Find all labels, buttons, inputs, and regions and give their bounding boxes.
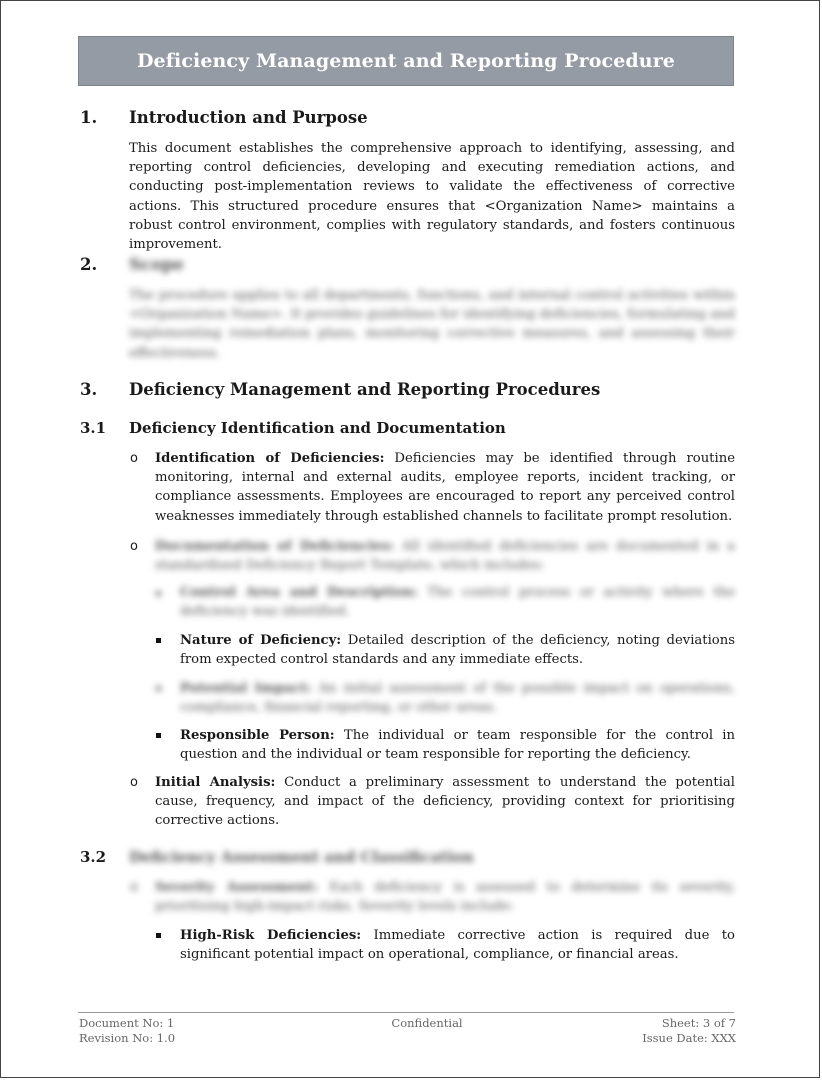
section-3-number: 3. <box>80 380 98 399</box>
item-text: All identified deficiencies are documented in a standardised Deficiency Report Template, which includes: <box>155 539 735 574</box>
square-bullet-icon <box>156 733 161 738</box>
item-label: Severity Assessment: <box>155 880 318 895</box>
sheet-number: Sheet: 3 of 7 <box>661 1016 736 1030</box>
section-1-body: This document establishes the comprehensive approach to identifying, assessing, and reporting control deficiencies, developing and executing remediation actions, and conducting post-implementation reviews to validate the effectiveness of corrective actions. This structured procedure ensures that <Organization Name> maintains a robust control environment, complies with regulatory standards, and fosters continuous improvement. <box>129 141 735 253</box>
footer-divider <box>78 1012 734 1013</box>
item-label: Potential Impact: <box>180 681 312 696</box>
document-number: Document No: 1 <box>79 1016 175 1030</box>
section-3-2-heading: Deficiency Assessment and Classification <box>129 848 474 866</box>
issue-date: Issue Date: XXX <box>642 1031 736 1045</box>
item-label: Initial Analysis: <box>155 775 276 790</box>
circle-bullet-icon: o <box>130 880 138 895</box>
title-banner <box>78 36 734 86</box>
item-text: The individual or team responsible for the control in question and the individual or team responsible for reporting the deficiency. <box>180 728 735 763</box>
section-3-2-number: 3.2 <box>80 848 107 866</box>
list-item-documentation <box>155 537 735 575</box>
square-bullet-icon <box>156 591 161 596</box>
item-label: High-Risk Deficiencies: <box>180 928 362 943</box>
item-label: Identification of Deficiencies: <box>155 451 385 466</box>
item-text: The control process or activity where the deficiency was identified. <box>180 585 735 620</box>
item-label: Documentation of Deficiencies: <box>155 539 395 554</box>
document-title: Deficiency Management and Reporting Procedure <box>136 50 675 72</box>
circle-bullet-icon: o <box>130 775 138 790</box>
item-text: Deficiencies may be identified through routine monitoring, internal and external audits, employee reports, incident tracking, or compliance assessments. Employees are encouraged to report any perceived control weaknesses immediately through established channels to facilitate prompt resolution. <box>155 451 735 524</box>
revision-number: Revision No: 1.0 <box>79 1031 176 1045</box>
section-3-heading: Deficiency Management and Reporting Procedures <box>129 380 601 399</box>
footer-confidential: Confidential <box>391 1016 463 1030</box>
sub-item-nature <box>180 631 735 669</box>
item-text: Immediate corrective action is required due to significant potential impact on operational, compliance, or financial areas. <box>180 928 735 963</box>
square-bullet-icon <box>156 686 161 691</box>
footer-left <box>79 1016 175 1046</box>
section-3-1-number: 3.1 <box>80 419 107 437</box>
section-2-body: The procedure applies to all departments, functions, and internal control activities within <Organization Name>. It provides guidelines for identifying deficiencies, formulating and implementing remediation plans, monitoring corrective measures, and assessing their effectiveness. <box>129 288 735 361</box>
sub-item-impact <box>180 679 735 717</box>
list-item-severity <box>155 878 735 916</box>
square-bullet-icon <box>156 933 161 938</box>
list-item-initial-analysis <box>155 773 735 831</box>
section-3-1-heading: Deficiency Identification and Documentation <box>129 419 506 437</box>
list-item-identification <box>155 449 735 526</box>
sub-item-high-risk <box>180 926 735 964</box>
item-text: Each deficiency is assessed to determine its severity, prioritising high-impact risks. Severity levels include: <box>155 880 736 915</box>
section-1-number: 1. <box>80 108 98 127</box>
section-2-number: 2. <box>80 255 98 274</box>
item-label: Responsible Person: <box>180 728 335 743</box>
section-1-heading: Introduction and Purpose <box>129 108 368 127</box>
item-label: Nature of Deficiency: <box>180 633 342 648</box>
circle-bullet-icon: o <box>130 451 138 466</box>
section-2-heading: Scope <box>129 255 185 274</box>
footer-right <box>536 1016 736 1046</box>
item-label: Control Area and Description: <box>180 585 418 600</box>
sub-item-responsible <box>180 726 735 764</box>
item-text: An initial assessment of the possible impact on operations, compliance, financial reporting, or other areas. <box>180 681 735 716</box>
square-bullet-icon <box>156 638 161 643</box>
circle-bullet-icon: o <box>130 539 138 554</box>
item-text: Conduct a preliminary assessment to understand the potential cause, frequency, and impact of the deficiency, providing context for prioritising corrective actions. <box>155 775 735 829</box>
sub-item-control-area <box>180 583 735 621</box>
item-text: Detailed description of the deficiency, noting deviations from expected control standards and any immediate effects. <box>180 633 735 668</box>
